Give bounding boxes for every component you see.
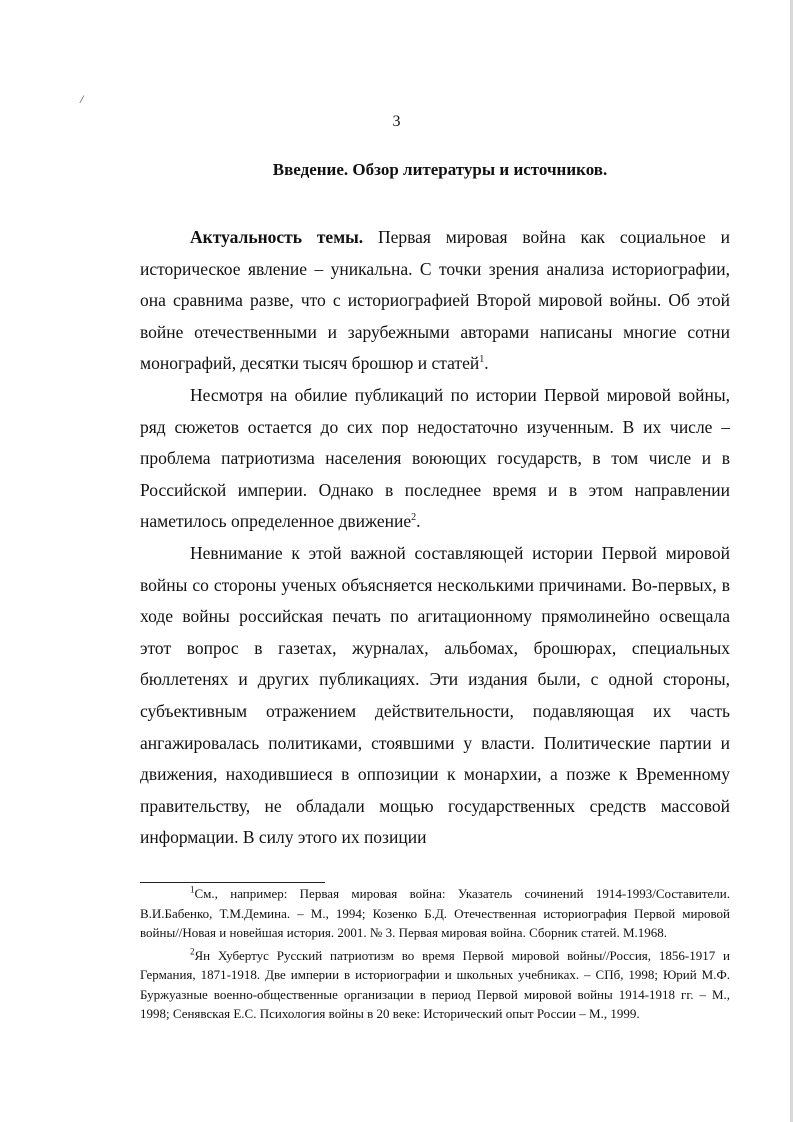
section-title: Введение. Обзор литературы и источников. xyxy=(272,160,608,179)
body-text xyxy=(140,222,730,854)
footnote-mark: 1 xyxy=(190,884,195,895)
footnote-mark: 2 xyxy=(190,946,195,957)
footnote-1 xyxy=(140,884,730,943)
footnote-2 xyxy=(140,946,730,1024)
footnote-ref: 1 xyxy=(479,354,485,366)
paragraph-publications xyxy=(140,380,730,538)
footnote-ref: 2 xyxy=(411,512,417,524)
paragraph-lead: Актуальность темы. xyxy=(190,227,364,247)
paragraph-text: Первая мировая война как социальное и историческое явление – уникальна. С точки зрения анализа историографии, она сравнима разве, что с историографией Второй мировой войны. Об этой войне отечественными и зарубежными авторами написаны многие сотни монографий, десятки тысяч брошюр и статей xyxy=(140,227,730,374)
footnote-text: Ян Хубертус Русский патриотизм во время Первой мировой войны//Россия, 1856-1917 и Германия, 1871-1918. Две империи в историографии и школьных учебниках. – СПб, 1998; Юрий М.Ф. Буржуазные военно-общественные организации в период Первой мировой войны 1914-1918 гг. – М., 1998; Сенявская Е.С. Психология войны в 20 веке: Исторический опыт России – М., 1999. xyxy=(140,947,730,1021)
footnotes xyxy=(140,884,730,1024)
footnote-divider xyxy=(140,882,325,883)
footnote-text: См., например: Первая мировая война: Указатель сочинений 1914-1993/Составители. В.И.Бабенко, Т.М.Демина. – М., 1994; Козенко Б.Д. Отечественная историография Первой мировой войны//Новая и новейшая история. 2001. № 3. Первая мировая война. Сборник статей. М.1968. xyxy=(140,886,730,940)
paragraph-relevance xyxy=(140,222,730,380)
paragraph-text: Несмотря на обилие публикаций по истории Первой мировой войны, ряд сюжетов остается до сих пор недостаточно изученным. В их числе – проблема патриотизма населения воюющих государств, в том числе и в Российской империи. Однако в последнее время и в этом направлении наметилось определенное движение xyxy=(140,384,730,532)
paragraph-tail: . xyxy=(416,511,421,532)
paragraph-text: Невнимание к этой важной составляющей истории Первой мировой войны со стороны ученых объясняется несколькими причинами. Во-первых, в ходе войны российская печать по агитационному прямолинейно освещала этот вопрос в газетах, журналах, альбомах, брошюрах, специальных бюллетенях и других публикациях. Эти издания были, с одной стороны, субъективным отражением действительности, подавляющая их часть ангажировалась политиками, стоявшими у власти. Политические партии и движения, находившиеся в оппозиции к монархии, а позже к Временному правительству, не обладали мощью государственных средств массовой информации. В силу этого их позиции xyxy=(140,542,730,848)
paragraph-tail: . xyxy=(484,353,489,374)
page-number: 3 xyxy=(392,113,401,130)
paragraph-reasons xyxy=(140,538,730,854)
scan-mark: / xyxy=(80,92,84,106)
